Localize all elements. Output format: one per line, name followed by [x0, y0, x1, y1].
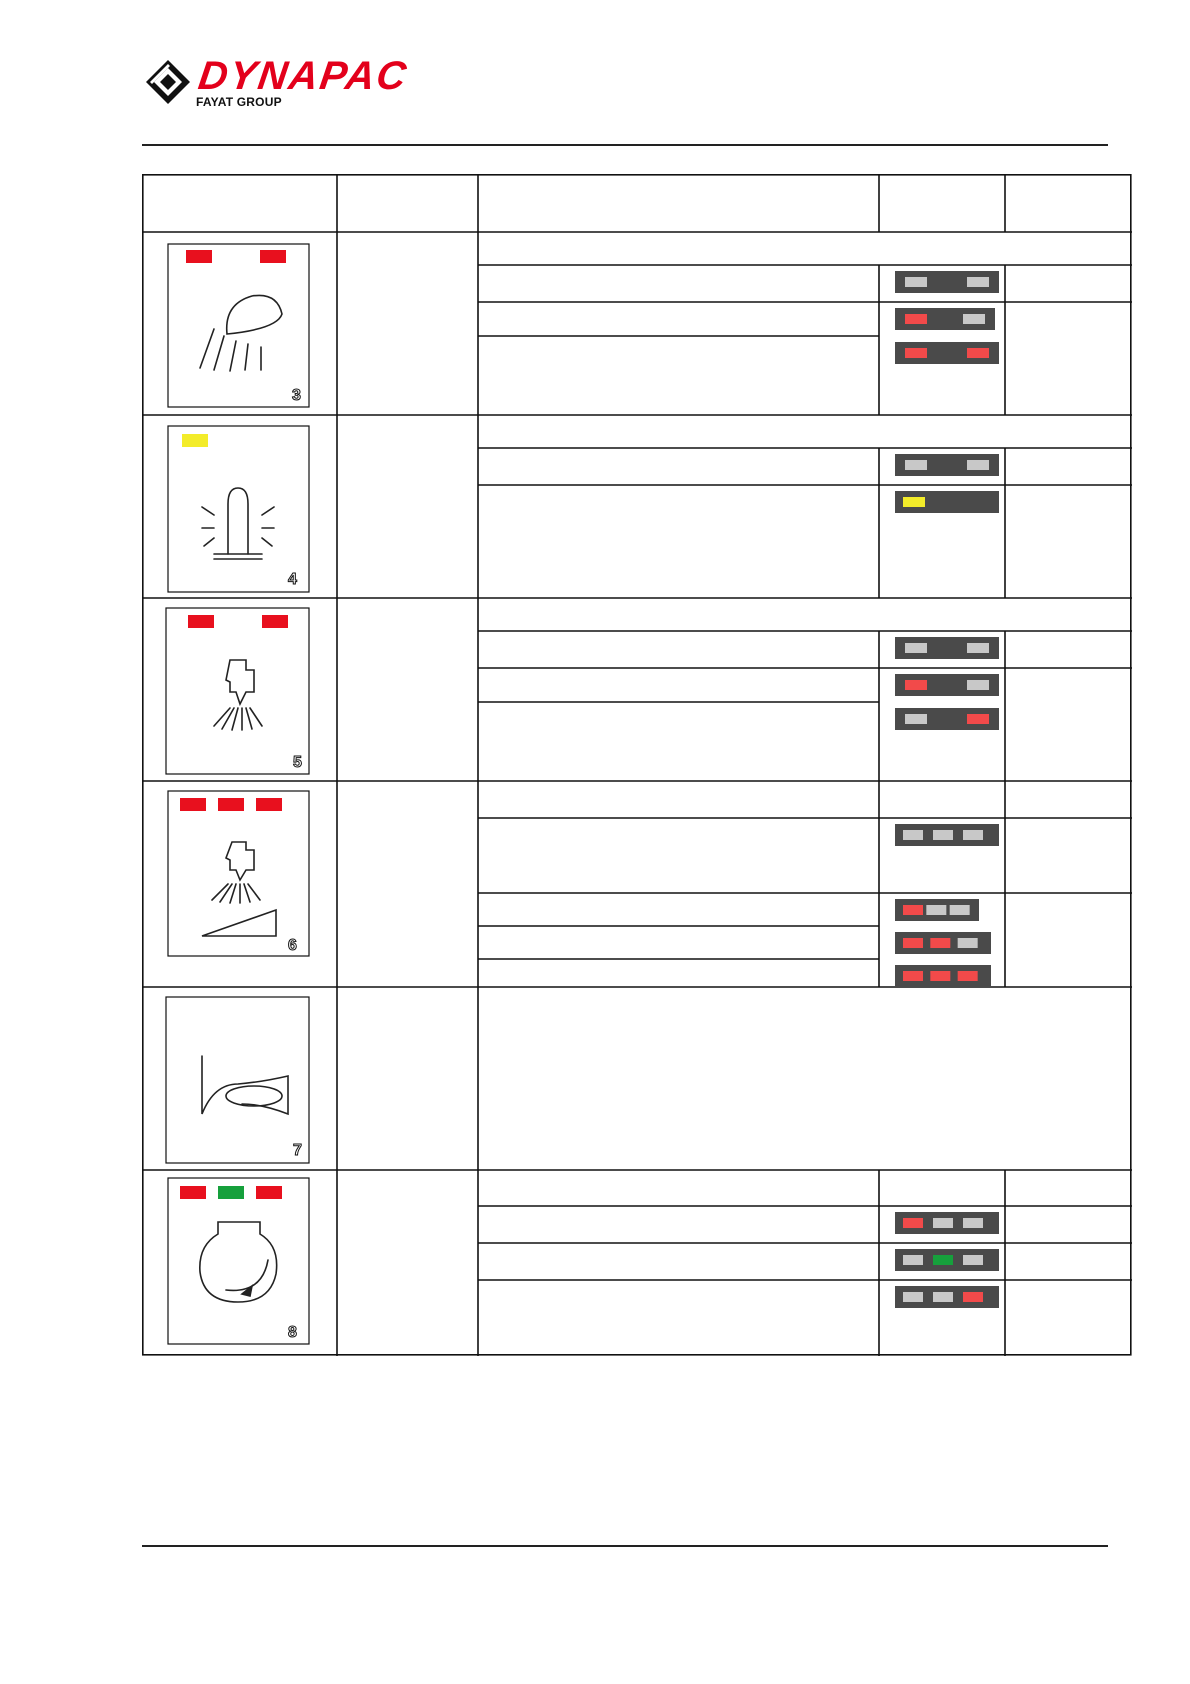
symbol-6-indicator-red [180, 798, 206, 811]
led-6-4-3-red [958, 971, 978, 981]
symbol-8-indicator-red [256, 1186, 282, 1199]
led-8-2-3-grey [963, 1255, 983, 1265]
led-6-2-3-grey [950, 905, 970, 915]
brand-group: FAYAT GROUP [196, 95, 282, 109]
symbol-number-4: 4 [288, 571, 297, 588]
led-3-1-1-grey [905, 277, 927, 287]
led-6-1-2-grey [933, 830, 953, 840]
symbol-6-indicator-red [218, 798, 244, 811]
symbol-number-7: 7 [293, 1142, 302, 1159]
footer-rule [142, 1545, 1108, 1547]
led-6-1-3-grey [963, 830, 983, 840]
led-5-1-2-grey [967, 643, 989, 653]
led-6-1-1-grey [903, 830, 923, 840]
led-8-1-2-grey [933, 1218, 953, 1228]
symbol-number-3: 3 [292, 387, 301, 404]
led-4-2-1-yellow [903, 497, 925, 507]
led-3-3-2-red [967, 348, 989, 358]
led-8-3-2-grey [933, 1292, 953, 1302]
led-8-3-3-red [963, 1292, 983, 1302]
led-6-4-2-red [930, 971, 950, 981]
symbol-3-indicator-red [186, 250, 212, 263]
indicator-table-grid [142, 174, 1132, 1356]
led-5-3-2-red [967, 714, 989, 724]
header-rule [142, 144, 1108, 146]
led-6-2-1-red [903, 905, 923, 915]
symbol-number-6: 6 [288, 937, 297, 954]
led-8-1-1-red [903, 1218, 923, 1228]
led-6-3-1-red [903, 938, 923, 948]
led-3-2-1-red [905, 314, 927, 324]
led-8-2-1-grey [903, 1255, 923, 1265]
led-8-1-3-grey [963, 1218, 983, 1228]
led-6-3-3-grey [958, 938, 978, 948]
symbol-number-8: 8 [288, 1324, 297, 1341]
led-4-1-2-grey [967, 460, 989, 470]
symbol-5-indicator-red [188, 615, 214, 628]
led-4-1-1-grey [905, 460, 927, 470]
led-8-2-2-green [933, 1255, 953, 1265]
brand-logo [140, 52, 510, 112]
led-5-3-1-grey [905, 714, 927, 724]
symbol-8-indicator-green [218, 1186, 244, 1199]
led-3-3-1-red [905, 348, 927, 358]
led-3-2-2-grey [963, 314, 985, 324]
symbol-8-indicator-red [180, 1186, 206, 1199]
led-3-1-2-grey [967, 277, 989, 287]
led-5-1-1-grey [905, 643, 927, 653]
led-6-2-2-grey [926, 905, 946, 915]
led-8-3-1-grey [903, 1292, 923, 1302]
indicator-table [142, 174, 1132, 1356]
led-6-4-1-red [903, 971, 923, 981]
symbol-number-5: 5 [293, 754, 302, 771]
symbol-3-indicator-red [260, 250, 286, 263]
led-5-2-1-red [905, 680, 927, 690]
symbol-4-indicator-yellow [182, 434, 208, 447]
dynapac-diamond-icon [144, 58, 192, 106]
brand-name: DYNAPAC [195, 54, 411, 98]
led-5-2-2-grey [967, 680, 989, 690]
symbol-6-indicator-red [256, 798, 282, 811]
led-6-3-2-red [930, 938, 950, 948]
symbol-5-indicator-red [262, 615, 288, 628]
